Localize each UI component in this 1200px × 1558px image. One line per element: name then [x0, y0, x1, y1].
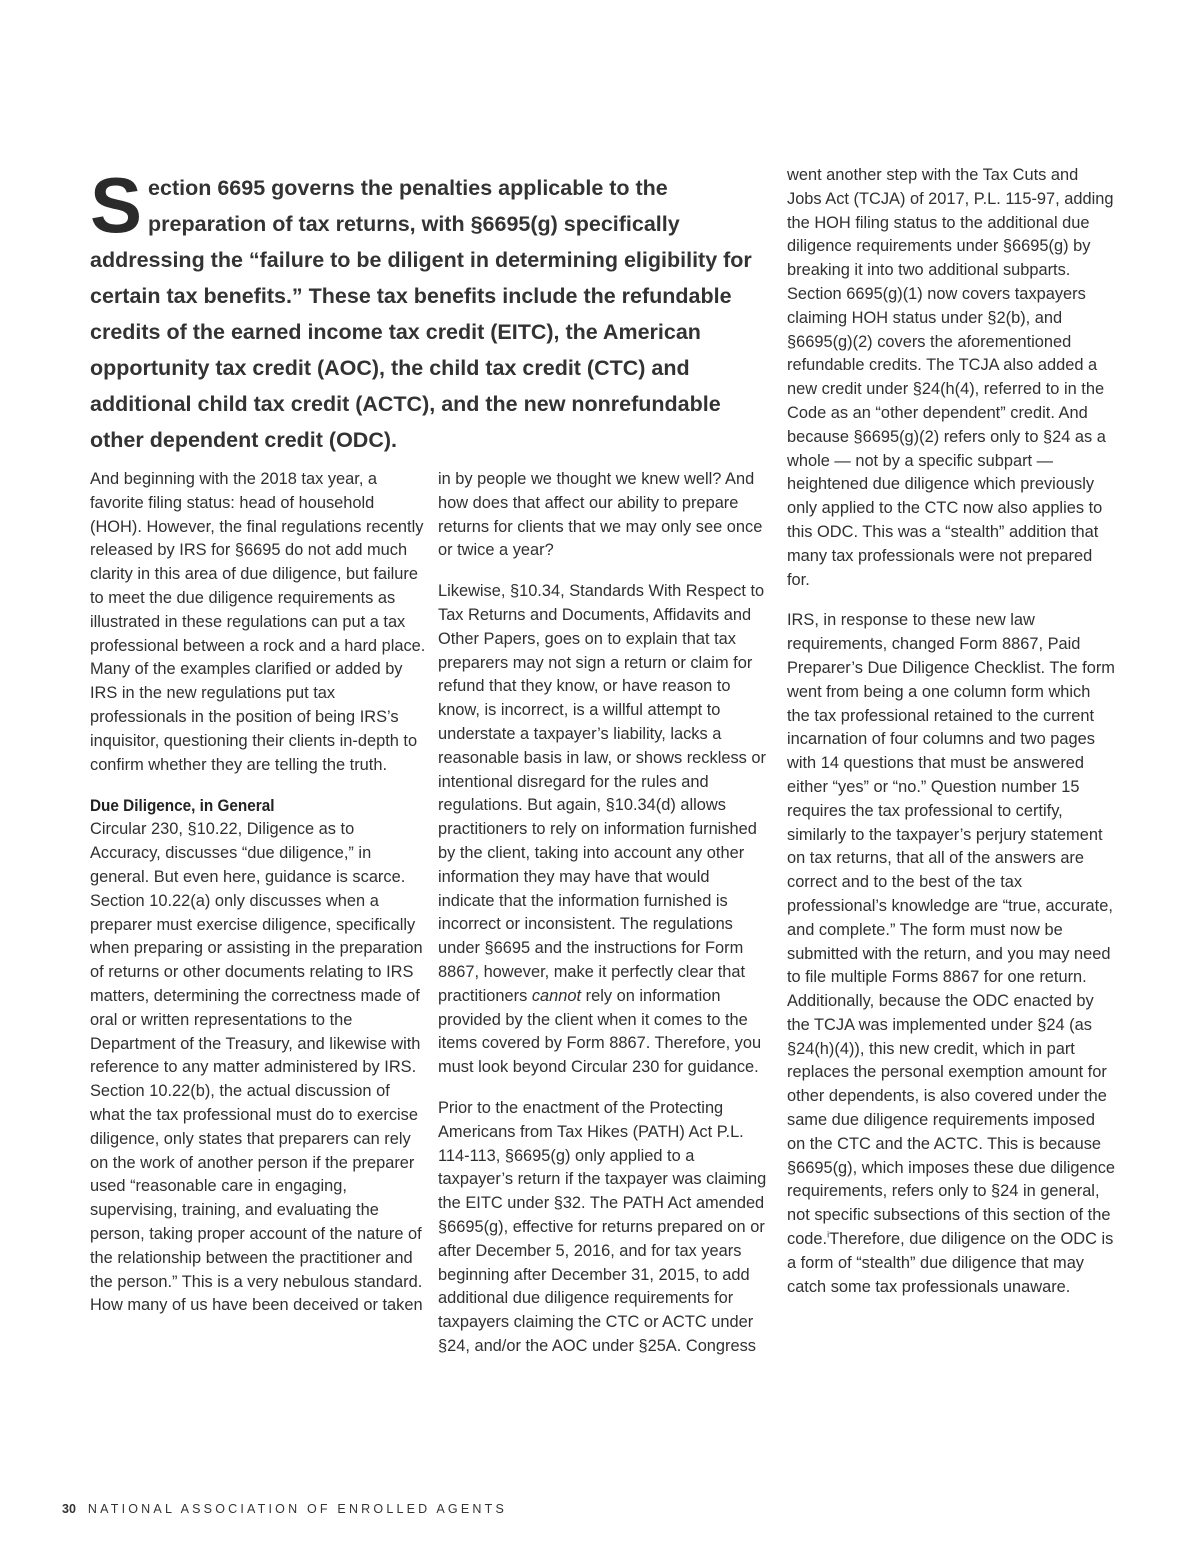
page-footer [62, 1502, 507, 1516]
body-paragraph: Circular 230, §10.22, Diligence as to Accuracy, discusses “due diligence,” in general. But even here, guidance is scarce. Section 10.22(a) only discusses when a preparer must exercise diligence, specifically when preparing or assisting in the preparation of returns or other documents relating to IRS matters, determining the correctness made of oral or written representations to the Department of the Treasury, and likewise with reference to any matter administered by IRS. Section 10.22(b), the actual discussion of what the tax professional must do to exercise diligence, only states that preparers can rely on the work of another person if the preparer used “reasonable care in engaging, supervising, training, and evaluating the person, taking proper account of the nature of the relationship between the practitioner and the person.” This is a very nebulous standard. How many of us have been deceived or taken [90, 820, 423, 1315]
endnote-marker[interactable]: i [827, 1229, 830, 1240]
body-paragraph [787, 609, 1117, 1299]
emphasis-text: cannot [531, 986, 582, 1005]
column-1 [90, 468, 426, 1335]
body-paragraph: went another step with the Tax Cuts and Jobs Act (TCJA) of 2017, P.L. 115-97, adding the HOH filing status to the additional due diligence requirements under §6695(g) by breaking it into two additional subparts. Section 6695(g)(1) now covers taxpayers claiming HOH status under §2(b), and §6695(g)(2) covers the aforementioned refundable credits. The TCJA also added a new credit under §24(h(4), referred to in the Code as an “other dependent” credit. And because §6695(g)(2) refers only to §24 as a whole — not by a specific subpart — heightened due diligence which previously only applied to the CTC now also applies to this ODC. This was a “stealth” addition that many tax professionals were not prepared for. [787, 166, 1114, 589]
body-paragraph: in by people we thought we knew well? And how does that affect our ability to prepare returns for clients that we may only see once or twice a year? [438, 470, 763, 560]
text-run: Likewise, §10.34, Standards With Respect to Tax Returns and Documents, Affidavits and Other Papers, goes on to explain that tax preparers may not sign a return or claim for refund that they know, or have reason to know, is incorrect, is a willful attempt to understate a taxpayer’s liability, lacks a reasonable basis in law, or shows reckless or intentional disregard for the rules and regulations. But again, §10.34(d) allows practitioners to rely on information furnished by the client, taking into account any other information they may have that would indicate that the information furnished is incorrect or inconsistent. The regulations under §6695 and the instructions for Form 8867, however, make it perfectly clear that practitioners [438, 582, 766, 1005]
column-2 [438, 468, 768, 1376]
text-run: Therefore, due diligence on the ODC is a form of “stealth” due diligence that may catch some tax professionals unaware. [787, 1230, 1114, 1296]
drop-cap: S [90, 161, 143, 249]
text-run: rely on information provided by the client when it comes to the items covered by Form 8867. Therefore, you must look beyond Circular 230 for guidance. [438, 986, 762, 1077]
text-run: IRS, in response to these new law requirements, changed Form 8867, Paid Preparer’s Due Diligence Checklist. The form went from being a one column form which the tax professional retained to the current incarnation of four columns and two pages with 14 questions that must be answered either “yes” or “no.” Question number 15 requires the tax professional to certify, similarly to the taxpayer’s perjury statement on tax returns, that all of the answers are correct and to the best of the tax professional’s knowledge are “true, accurate, and complete.” The form must now be submitted with the return, and you may need to file multiple Forms 8867 for one return. Additionally, because the ODC enacted by the TCJA was implemented under §24 (as §24(h)(4)), this new credit, which in part replaces the personal exemption amount for other dependents, is also covered under the same due diligence requirements imposed on the CTC and the ACTC. This is because §6695(g), which imposes these due diligence requirements, refers only to §24 in general, not specific subsections of this section of the code. [787, 611, 1116, 1249]
body-paragraph [438, 580, 768, 1080]
column-3 [787, 164, 1117, 1316]
body-paragraph: And beginning with the 2018 tax year, a favorite filing status: head of household (HOH). However, the final regulations recently released by IRS for §6695 do not add much clarity in this area of due diligence, but failure to meet the due diligence requirements as illustrated in these regulations can put a tax professional between a rock and a hard place. Many of the examples clarified or added by IRS in the new regulations put tax professionals in the position of being IRS’s inquisitor, questioning their clients in-depth to confirm whether they are telling the truth. [90, 470, 426, 774]
body-paragraph: Prior to the enactment of the Protecting Americans from Tax Hikes (PATH) Act P.L. 114-113, §6695(g) only applied to a taxpayer’s return if the taxpayer was claiming the EITC under §32. The PATH Act amended §6695(g), effective for returns prepared on or after December 5, 2016, and for tax years beginning after December 31, 2015, to add additional due diligence requirements for taxpayers claiming the CTC or ACTC under §24, and/or the AOC under §25A. Congress [438, 1098, 767, 1355]
page-number: 30 [62, 1502, 76, 1516]
section-heading: Due Diligence, in General [90, 796, 275, 816]
lede-text: ection 6695 governs the penalties applicable to the preparation of tax returns, with §6695(g) specifically addressing the “failure to be diligent in determining eligibility for certain tax benefits.” These tax benefits include the refundable credits of the earned income tax credit (EITC), the American opportunity tax credit (AOC), the child tax credit (CTC) and additional child tax credit (ACTC), and the new nonrefundable other dependent credit (ODC). [90, 176, 752, 452]
publication-name: NATIONAL ASSOCIATION OF ENROLLED AGENTS [87, 1502, 507, 1516]
lede-paragraph [90, 161, 770, 458]
